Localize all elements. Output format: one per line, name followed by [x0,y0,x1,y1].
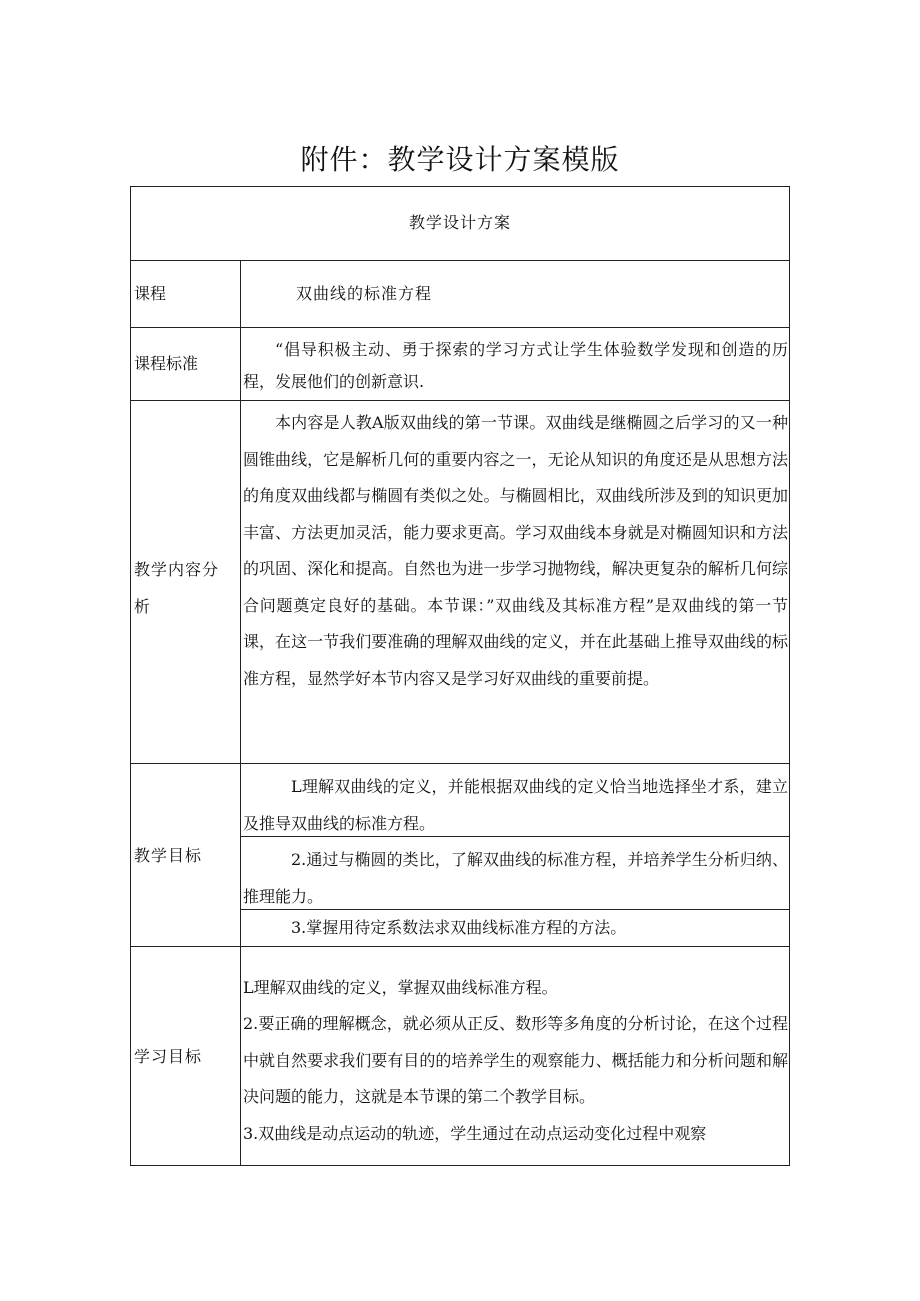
course-value: 双曲线的标准方程 [296,284,433,303]
column-divider [240,260,241,1166]
row-divider [130,400,790,401]
standard-label: 课程标准 [134,354,199,373]
row-divider [130,260,790,261]
teaching-goal-item: 3.掌握用待定系数法求双曲线标准方程的方法。 [291,918,627,937]
learning-goals-label: 学习目标 [134,1047,203,1066]
teaching-goal-item: 2.通过与椭圆的类比，了解双曲线的标准方程，并培养学生分析归纳、推理能力。 [243,850,788,906]
table-title: 教学设计方案 [408,213,511,232]
teaching-goals-label: 教学目标 [134,846,203,865]
page-title: 附件：教学设计方案模版 [300,143,620,176]
learning-goal-item: 3.双曲线是动点运动的轨迹，学生通过在动点运动变化过程中观察 [243,1124,707,1143]
content-analysis-label: 教学内容分析 [134,560,220,616]
row-divider [130,763,790,764]
standard-text: “倡导积极主动、勇于探索的学习方式让学生体验数学发现和创造的历程，发展他们的创新意识. [243,340,788,391]
row-divider [130,327,790,328]
content-analysis-text: 本内容是人教A版双曲线的第一节课。双曲线是继椭圆之后学习的又一种圆锥曲线，它是解析几何的重要内容之一，无论从知识的角度还是从思想方法的角度双曲线都与椭圆有类似之处。与椭圆相比，双曲线所涉及到的知识更加丰富、方法更加灵活，能力要求更高。学习双曲线本身就是对椭圆知识和方法的巩固、深化和提高。自然也为进一步学习抛物线，解决更复杂的解析几何综合问题奠定良好的基础。本节课：”双曲线及其标准方程”是双曲线的第一节课，在这一节我们要准确的理解双曲线的定义，并在此基础上推导双曲线的标准方程，显然学好本节内容又是学习好双曲线的重要前提。 [243,413,788,688]
teaching-goal-item: L理解双曲线的定义，并能根据双曲线的定义恰当地选择坐才系，建立及推导双曲线的标准方程。 [243,777,788,833]
learning-goal-item: 2.要正确的理解概念，就必须从正反、数形等多角度的分析讨论，在这个过程中就自然要求我们要有目的的培养学生的观察能力、概括能力和分析问题和解决问题的能力，这就是本节课的第二个教学目标。 [243,1014,788,1106]
learning-goal-item: L理解双曲线的定义，掌握双曲线标准方程。 [243,978,558,997]
course-label: 课程 [134,284,167,303]
